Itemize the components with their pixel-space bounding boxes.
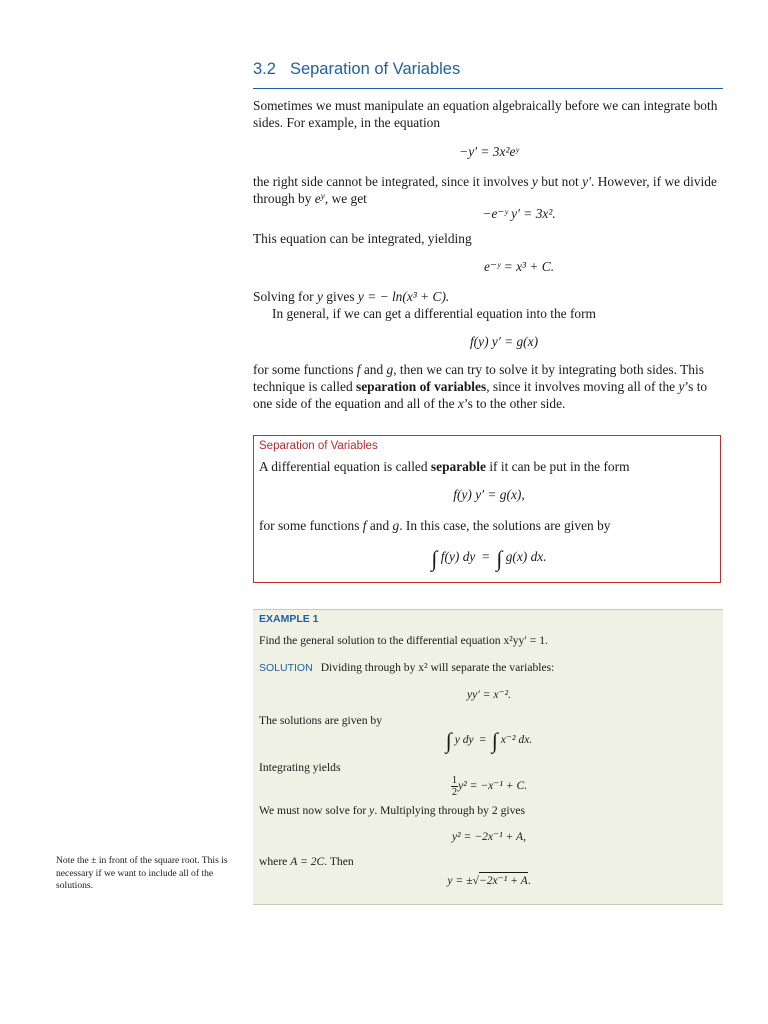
example-equation-1-text: yy′ = x⁻².	[466, 688, 512, 701]
def-bold-term: separable	[430, 459, 486, 474]
p2-text-b: but not	[537, 174, 583, 189]
p6-text-b: and	[360, 362, 387, 377]
def-int-left: f(y) dy	[440, 549, 476, 564]
integral-sign-icon: ∫	[491, 728, 498, 753]
p2-text-a: the right side cannot be integrated, since it involves	[253, 174, 532, 189]
example-solution-line	[259, 660, 719, 676]
fraction-denominator: 2	[451, 787, 458, 798]
p4-text-c: y = − ln(x³ + C).	[357, 289, 450, 304]
intro-paragraph-2: the right side cannot be integrated, since it involves y but not y′. However, if we divide through by $e^y$, we get	[253, 174, 717, 206]
def-text-b: if it can be put in the form	[485, 459, 630, 474]
p2-text-c: . However, if we divide through by	[253, 174, 717, 206]
eq5-radicand: −2x⁻¹ + A	[478, 874, 528, 887]
equation-2	[253, 206, 725, 222]
section-number: 3.2	[253, 60, 276, 78]
integral-sign-icon: ∫	[445, 728, 452, 753]
header-divider	[253, 88, 723, 89]
example-text-2: The solutions are given by	[259, 714, 382, 727]
definition-title: Separation of Variables	[259, 440, 378, 452]
p2-text-d: , we get	[324, 191, 367, 206]
definition-integral-equation: ∫ f(y) dy = ∫ g(x) dx.	[431, 546, 547, 571]
intro-paragraph-3: This equation can be integrated, yielding	[253, 231, 472, 246]
t5-text-a: where	[259, 855, 291, 868]
example-equation-4-text: y² = −2x⁻¹ + A,	[452, 830, 526, 843]
example-problem: Find the general solution to the differential equation x²yy′ = 1.	[259, 634, 548, 647]
def-int-right: g(x) dx.	[505, 549, 547, 564]
t4-text-a: We must now solve for	[259, 804, 370, 817]
example-equation-5	[259, 873, 719, 887]
eq5-end: .	[527, 874, 531, 887]
example-int-right: x⁻² dx.	[500, 733, 533, 746]
equation-1	[253, 144, 725, 160]
definition-line-2: for some functions f and g. In this case, the solutions are given by	[259, 518, 611, 533]
example-text-3: Integrating yields	[259, 761, 341, 774]
p6-text-f: ’s to the other side.	[463, 396, 566, 411]
p6-text-a: for some functions	[253, 362, 357, 377]
example-equation-1	[259, 687, 719, 701]
equation-4-text: f(y) y′ = g(x)	[469, 334, 539, 349]
example-equation-3	[259, 775, 719, 798]
solution-text: Dividing through by x² will separate the variables:	[320, 661, 555, 674]
example-equation-3-text: y² = −x⁻¹ + C.	[458, 779, 528, 793]
example-label: EXAMPLE 1	[259, 613, 319, 625]
p4-text-a: Solving for	[253, 289, 317, 304]
eq5-left: y = ±	[447, 874, 473, 887]
section-title	[253, 60, 723, 79]
intro-paragraph-1: Sometimes we must manipulate an equation algebraically before we can integrate both sides. For example, in the equation	[253, 98, 718, 130]
example-equation-4	[259, 829, 719, 843]
intro-paragraph-6: for some functions f and g, then we can try to solve it by integrating both sides. This technique is called separation of variables, since it involves moving all of the y’s to one side of the equation and all of the x’s to the other side.	[253, 362, 708, 411]
t4-text-b: . Multiplying through by 2 gives	[374, 804, 526, 817]
t5-text-c: . Then	[324, 855, 354, 868]
margin-note: Note the ± in front of the square root. This is necessary if we want to include all of the solutions.	[56, 855, 228, 891]
def-text-e: . In this case, the solutions are given by	[399, 518, 611, 533]
definition-equation-text: f(y) y′ = g(x),	[453, 487, 525, 502]
intro-paragraph-5: In general, if we can get a differential equation into the form	[272, 306, 596, 321]
p6-bold-term: separation of variables	[356, 379, 487, 394]
example-text-5	[259, 854, 719, 869]
definition-equation	[259, 487, 719, 503]
def-text-d: and	[366, 518, 393, 533]
integral-sign-icon: ∫	[431, 546, 438, 571]
intro-paragraph-4: Solving for y gives y = − ln(x³ + C).	[253, 289, 450, 304]
equation-4	[253, 334, 725, 350]
solution-label: SOLUTION	[259, 662, 313, 674]
p4-text-b: gives	[322, 289, 358, 304]
p6-text-e: ’s to one side of the equation and all of the	[253, 379, 708, 411]
section-title-text: Separation of Variables	[289, 60, 461, 78]
equation-3	[253, 259, 725, 275]
example-equation-2: ∫ y dy = ∫ x⁻² dx.	[445, 728, 533, 753]
definition-line-1	[259, 458, 719, 475]
p6-text-c: , then we can try to solve it by integrating both sides. This technique is called	[253, 362, 704, 394]
integral-sign-icon: ∫	[496, 546, 503, 571]
equation-2-text: −e⁻ʸ y′ = 3x².	[482, 206, 556, 221]
example-int-left: y dy	[454, 733, 474, 746]
example-text-4: We must now solve for y. Multiplying through by 2 gives	[259, 804, 526, 817]
equation-3-text: e⁻ʸ = x³ + C.	[483, 259, 555, 274]
equation-1-text: −y′ = 3x²eʸ	[459, 144, 519, 159]
def-text-a: A differential equation is called	[259, 459, 431, 474]
sqrt-icon: √	[472, 874, 479, 887]
p6-text-d: , since it involves moving all of the	[486, 379, 679, 394]
t5-text-b: A = 2C	[290, 855, 325, 868]
fraction-one-half	[451, 775, 458, 798]
fraction-numerator: 1	[451, 775, 458, 786]
def-text-c: for some functions	[259, 518, 363, 533]
